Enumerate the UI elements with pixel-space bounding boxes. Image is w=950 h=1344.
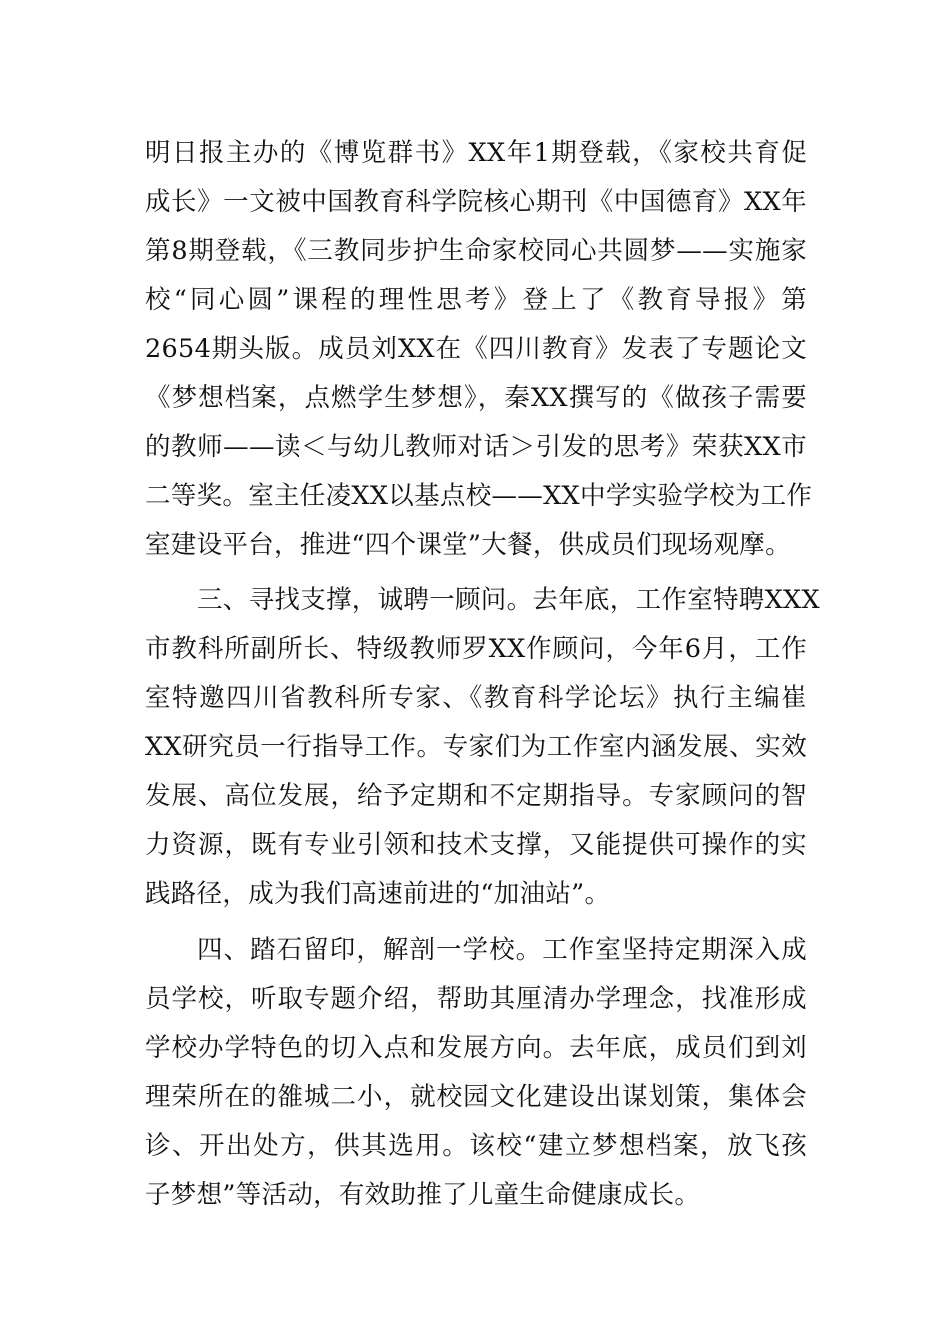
- paragraph-line: 室特邀四川省教科所专家、《教育科学论坛》执行主编崔: [145, 683, 807, 713]
- paragraph-line: 第8期登载，《三教同步护生命家校同心共圆梦——实施家: [145, 236, 807, 266]
- paragraph-line: 校“同心圆”课程的理性思考》登上了《教育导报》第: [145, 285, 807, 315]
- paragraph-line: 发展、高位发展，给予定期和不定期指导。专家顾问的智: [145, 781, 807, 811]
- paragraph-line: 成长》一文被中国教育科学院核心期刊《中国德育》XX年: [145, 187, 807, 217]
- paragraph-line: 员学校，听取专题介绍，帮助其厘清办学理念，找准形成: [145, 984, 807, 1014]
- paragraph-line: 子梦想”等活动，有效助推了儿童生命健康成长。: [145, 1180, 701, 1210]
- paragraph-line: 二等奖。室主任凌XX以基点校——XX中学实验学校为工作: [145, 481, 813, 511]
- paragraph-line: 明日报主办的《博览群书》XX年1期登载，《家校共育促: [145, 138, 807, 168]
- paragraph-line: 学校办学特色的切入点和发展方向。去年底，成员们到刘: [145, 1033, 807, 1063]
- paragraph-line: 三、寻找支撑，诚聘一顾问。去年底，工作室特聘XXX: [197, 585, 820, 615]
- paragraph-line: 的教师——读＜与幼儿教师对话＞引发的思考》荣获XX市: [145, 432, 807, 462]
- paragraph-line: 理荣所在的雒城二小，就校园文化建设出谋划策，集体会: [145, 1082, 807, 1112]
- paragraph-line: 《梦想档案，点燃学生梦想》，秦XX撰写的《做孩子需要: [145, 383, 807, 413]
- paragraph-line: XX研究员一行指导工作。专家们为工作室内涵发展、实效: [145, 732, 807, 762]
- paragraph-line: 四、踏石留印，解剖一学校。工作室坚持定期深入成: [197, 935, 807, 965]
- paragraph-line: 2654期头版。成员刘XX在《四川教育》发表了专题论文: [145, 334, 807, 364]
- paragraph-line: 诊、开出处方，供其选用。该校“建立梦想档案，放飞孩: [145, 1131, 807, 1161]
- paragraph-line: 室建设平台，推进“四个课堂”大餐，供成员们现场观摩。: [145, 530, 791, 560]
- paragraph-line: 力资源，既有专业引领和技术支撑，又能提供可操作的实: [145, 830, 807, 860]
- paragraph-line: 市教科所副所长、特级教师罗XX作顾问，今年6月，工作: [145, 634, 807, 664]
- paragraph-line: 践路径，成为我们高速前进的“加油站”。: [145, 879, 611, 909]
